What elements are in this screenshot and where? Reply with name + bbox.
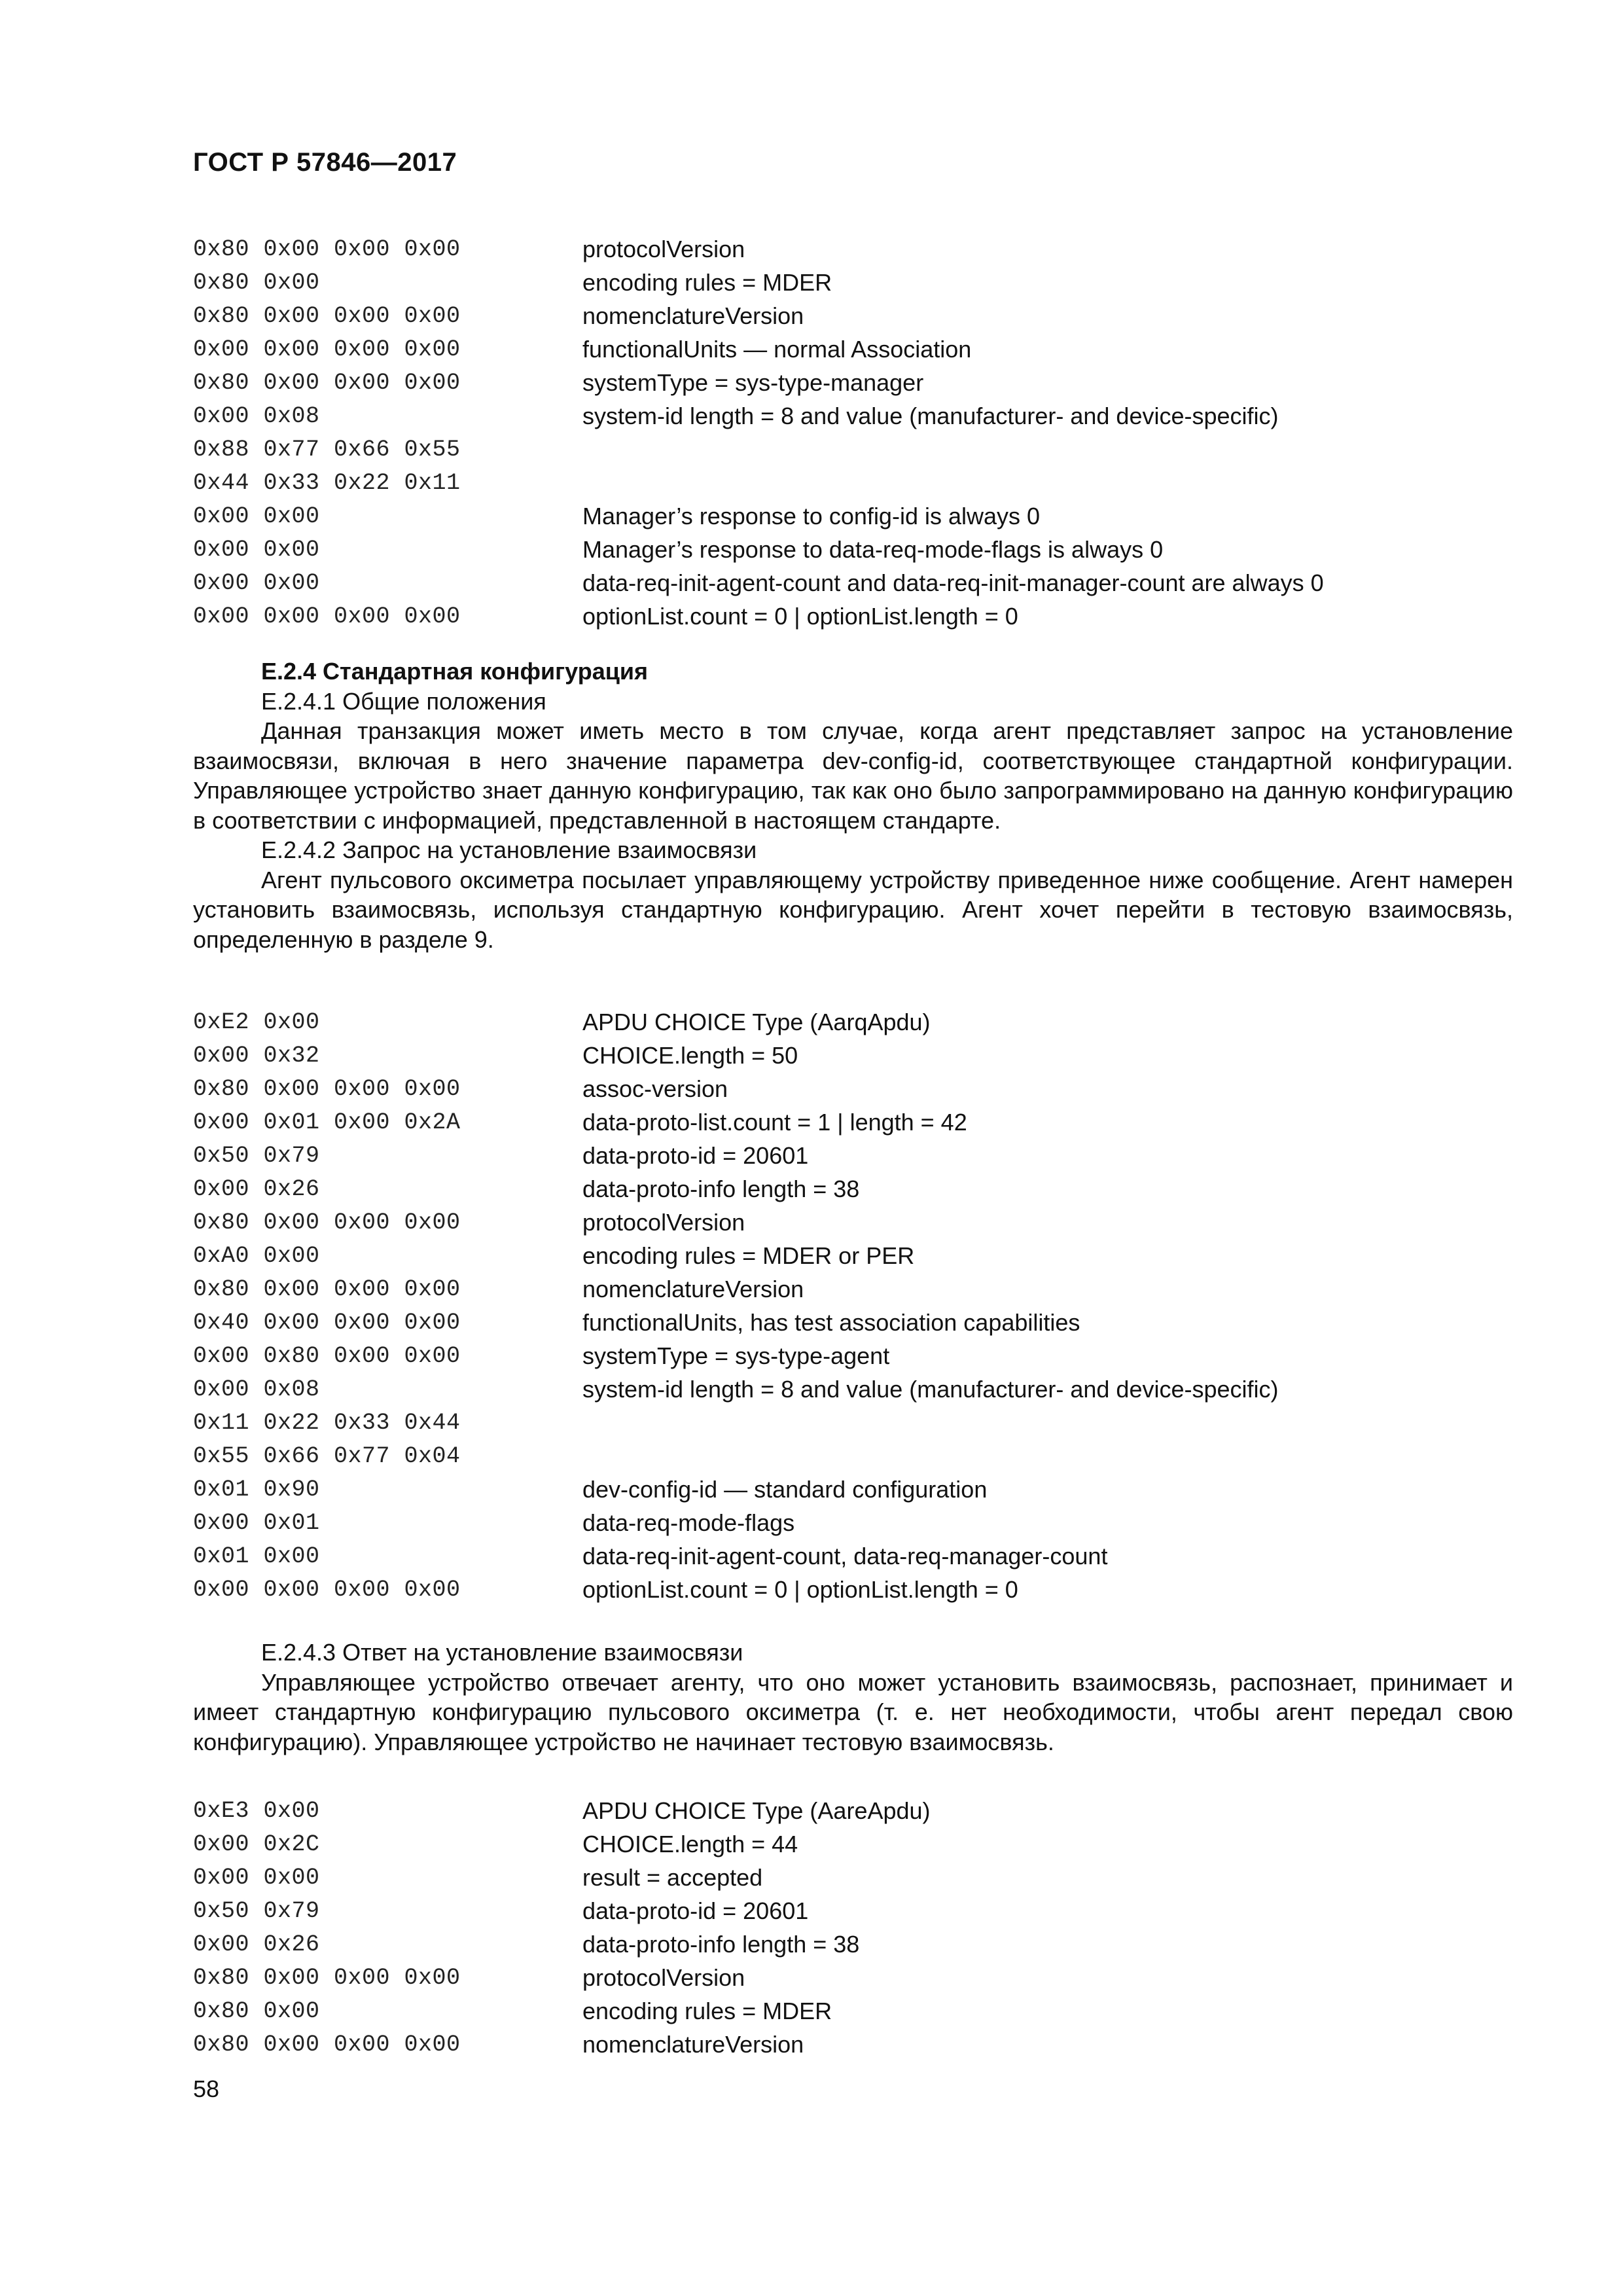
table-row [193,332,1502,366]
table-row [193,1172,1502,1206]
subsection-heading-general: E.2.4.1 Общие положения [261,687,546,715]
field-description: APDU CHOICE Type (AarqApdu) [582,1008,931,1035]
hex-bytes: 0x80 0x00 0x00 0x00 [193,2031,461,2058]
hex-bytes: 0x00 0x00 [193,569,320,596]
table-row [193,1928,1502,1961]
hex-bytes: 0x00 0x01 0x00 0x2A [193,1109,461,1136]
field-description: functionalUnits — normal Association [582,335,972,363]
field-description: protocolVersion [582,1964,745,1991]
table-row [193,1339,1502,1372]
field-description: functionalUnits, has test association capabilities [582,1308,1080,1336]
table-row [193,1473,1502,1506]
table-row [193,1005,1502,1039]
field-description: assoc-version [582,1075,728,1102]
field-description: CHOICE.length = 44 [582,1830,798,1857]
hex-bytes: 0x00 0x32 [193,1042,320,1069]
section-e-2-4-3 [193,1638,1513,1757]
hex-bytes: 0xE2 0x00 [193,1009,320,1035]
table-row [193,1994,1502,2028]
hex-bytes: 0x11 0x22 0x33 0x44 [193,1409,461,1436]
hex-bytes: 0x44 0x33 0x22 0x11 [193,469,461,496]
table-row [193,1039,1502,1072]
field-description: nomenclatureVersion [582,1275,804,1302]
field-description: encoding rules = MDER [582,268,832,296]
hex-bytes: 0x00 0x2C [193,1831,320,1857]
field-description: nomenclatureVersion [582,2030,804,2058]
field-description: CHOICE.length = 50 [582,1041,798,1069]
page-number: 58 [193,2075,220,2102]
field-description: systemType = sys-type-manager [582,368,924,396]
table-row [193,1506,1502,1539]
field-description: optionList.count = 0 | optionList.length = 0 [582,602,1018,630]
field-description: data-proto-id = 20601 [582,1141,809,1169]
table-row [193,1794,1502,1827]
subsection-heading-response: E.2.4.3 Ответ на установление взаимосвязи [261,1639,743,1666]
field-description: data-proto-list.count = 1 | length = 42 [582,1108,967,1136]
hex-bytes: 0x80 0x00 0x00 0x00 [193,302,461,329]
field-description: data-req-init-agent-count, data-req-manager-count [582,1542,1108,1570]
field-description: systemType = sys-type-agent [582,1342,890,1369]
table-row [193,499,1502,533]
hex-bytes: 0x00 0x00 0x00 0x00 [193,336,461,363]
table-row [193,1439,1502,1473]
hex-bytes: 0x00 0x80 0x00 0x00 [193,1342,461,1369]
table-row [193,1372,1502,1406]
table-row [193,1961,1502,1994]
table-row [193,466,1502,499]
field-description: encoding rules = MDER [582,1997,832,2024]
table-row [193,533,1502,566]
table-row [193,1206,1502,1239]
hex-bytes: 0x80 0x00 0x00 0x00 [193,1075,461,1102]
table-row [193,232,1502,266]
field-description: data-proto-info length = 38 [582,1175,860,1202]
field-description: Manager’s response to data-req-mode-flags is always 0 [582,535,1164,563]
field-description: data-req-init-agent-count and data-req-init-manager-count are always 0 [582,569,1324,596]
hex-bytes: 0x80 0x00 0x00 0x00 [193,236,461,262]
hex-bytes: 0x80 0x00 [193,269,320,296]
apdu-table-manager-response [193,232,1502,633]
hex-bytes: 0x00 0x00 [193,503,320,529]
hex-bytes: 0x01 0x00 [193,1543,320,1570]
table-row [193,600,1502,633]
table-row [193,399,1502,433]
table-row [193,1105,1502,1139]
hex-bytes: 0x80 0x00 [193,1998,320,2024]
table-row [193,299,1502,332]
hex-bytes: 0x80 0x00 0x00 0x00 [193,369,461,396]
hex-bytes: 0x50 0x79 [193,1142,320,1169]
hex-bytes: 0x01 0x90 [193,1476,320,1503]
table-row [193,266,1502,299]
paragraph-general: Данная транзакция может иметь место в том случае, когда агент представляет запрос на установление взаимосвязи, включая в него значение параметра dev-config-id, соответствующее стандартной конфигурации. Управляющее устройство знает данную конфигурацию, так как оно было запрограммировано на данную конфигурацию в соответствии с информацией, представленной в настоящем стандарте. [193,717,1513,834]
table-row [193,2028,1502,2061]
document-id-header: ГОСТ Р 57846—2017 [193,148,457,177]
field-description: system-id length = 8 and value (manufacturer- and device-specific) [582,402,1279,429]
table-row [193,1861,1502,1894]
hex-bytes: 0x00 0x00 0x00 0x00 [193,1576,461,1603]
field-description: data-req-mode-flags [582,1509,795,1536]
table-row [193,1894,1502,1928]
hex-bytes: 0x55 0x66 0x77 0x04 [193,1443,461,1469]
field-description: Manager’s response to config-id is always 0 [582,502,1041,529]
hex-bytes: 0x88 0x77 0x66 0x55 [193,436,461,463]
field-description: dev-config-id — standard configuration [582,1475,988,1503]
table-row [193,1306,1502,1339]
table-row [193,1539,1502,1573]
field-description: APDU CHOICE Type (AareApdu) [582,1797,931,1824]
section-heading: E.2.4 Стандартная конфигурация [261,658,648,685]
table-row [193,1406,1502,1439]
hex-bytes: 0x50 0x79 [193,1897,320,1924]
field-description: encoding rules = MDER or PER [582,1242,915,1269]
table-row [193,566,1502,600]
field-description: data-proto-id = 20601 [582,1897,809,1924]
field-description: nomenclatureVersion [582,302,804,329]
apdu-table-association-response [193,1794,1502,2061]
apdu-table-association-request [193,1005,1502,1606]
paragraph-response: Управляющее устройство отвечает агенту, что оно может установить взаимосвязь, распознает, принимает и имеет стандартную конфигурацию пульсового оксиметра (т. е. нет необходимости, чтобы агент передал свою конфигурацию). Управляющее устройство не начинает тестовую взаимосвязь. [193,1668,1513,1755]
table-row [193,1573,1502,1606]
hex-bytes: 0x00 0x01 [193,1509,320,1536]
table-row [193,1139,1502,1172]
field-description: result = accepted [582,1863,763,1891]
hex-bytes: 0x00 0x00 0x00 0x00 [193,603,461,630]
hex-bytes: 0xA0 0x00 [193,1242,320,1269]
table-row [193,433,1502,466]
table-row [193,1272,1502,1306]
field-description: optionList.count = 0 | optionList.length = 0 [582,1575,1018,1603]
table-row [193,1239,1502,1272]
hex-bytes: 0x00 0x26 [193,1931,320,1958]
paragraph-request: Агент пульсового оксиметра посылает управляющему устройству приведенное ниже сообщение. Агент намерен установить взаимосвязь, используя стандартную конфигурацию. Агент хочет перейти в тестовую взаимосвязь, определенную в разделе 9. [193,866,1513,953]
hex-bytes: 0x00 0x08 [193,1376,320,1403]
hex-bytes: 0x40 0x00 0x00 0x00 [193,1309,461,1336]
field-description: protocolVersion [582,235,745,262]
hex-bytes: 0x80 0x00 0x00 0x00 [193,1964,461,1991]
field-description: protocolVersion [582,1208,745,1236]
field-description: system-id length = 8 and value (manufacturer- and device-specific) [582,1375,1279,1403]
section-e-2-4 [193,656,1513,954]
field-description: data-proto-info length = 38 [582,1930,860,1958]
hex-bytes: 0x00 0x00 [193,536,320,563]
hex-bytes: 0x00 0x00 [193,1864,320,1891]
table-row [193,1827,1502,1861]
hex-bytes: 0x80 0x00 0x00 0x00 [193,1209,461,1236]
hex-bytes: 0xE3 0x00 [193,1797,320,1824]
table-row [193,1072,1502,1105]
hex-bytes: 0x00 0x08 [193,403,320,429]
hex-bytes: 0x80 0x00 0x00 0x00 [193,1276,461,1302]
subsection-heading-request: E.2.4.2 Запрос на установление взаимосвязи [261,836,757,863]
table-row [193,366,1502,399]
hex-bytes: 0x00 0x26 [193,1175,320,1202]
